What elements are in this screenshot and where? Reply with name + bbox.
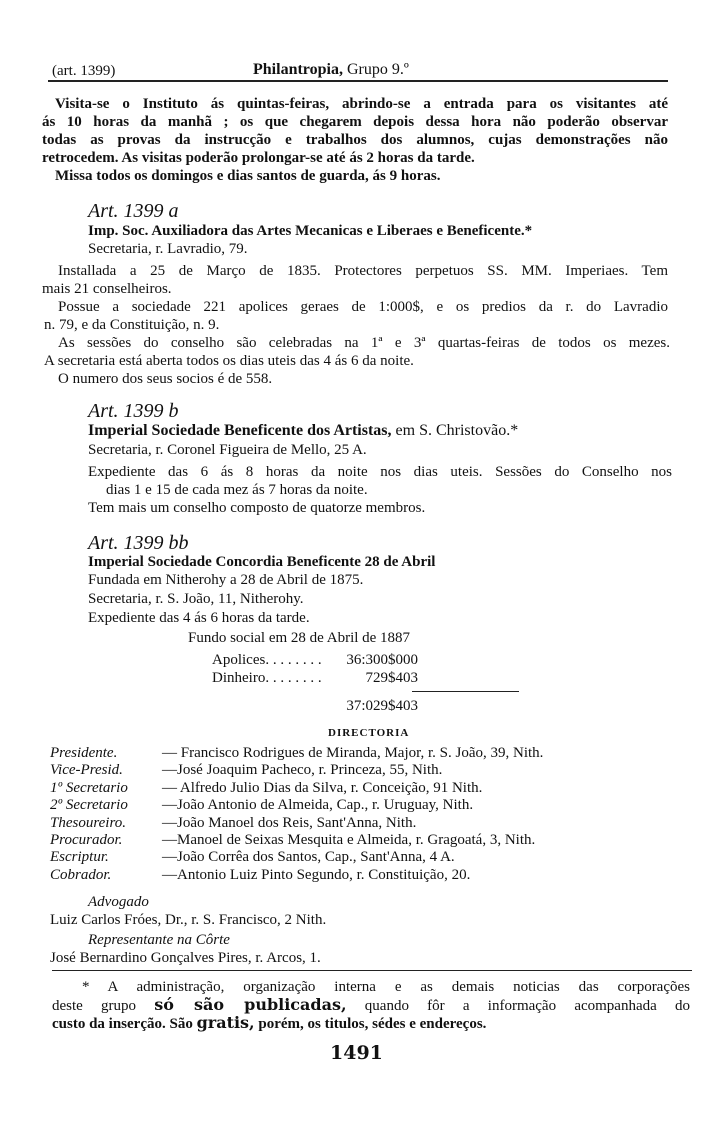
advogado-label: Advogado	[88, 894, 149, 910]
article-title: Imperial Sociedade Concordia Beneficente 28 de Abril	[88, 554, 436, 570]
fund-label: Apolices. . . . . . . .	[212, 652, 322, 668]
header-article-ref: (art. 1399)	[52, 63, 116, 79]
article-secretaria: Secretaria, r. Lavradio, 79.	[88, 241, 248, 257]
article-line: As sessões do conselho são celebradas na 1ª e 3ª quartas-feiras de todos os mezes.	[58, 335, 670, 351]
article-line: mais 21 conselheiros.	[42, 281, 172, 297]
article-line: Expediente das 4 ás 6 horas da tarde.	[88, 610, 310, 626]
role-person: —Antonio Luiz Pinto Segundo, r. Constituição, 20.	[162, 866, 471, 883]
article-line: Fundada em Nitherohy a 28 de Abril de 1875.	[88, 572, 364, 588]
article-line: dias 1 e 15 de cada mez ás 7 horas da noite.	[106, 482, 368, 498]
fund-value-text: 36:300$000	[346, 652, 418, 668]
article-line: A secretaria está aberta todos os dias uteis das 4 ás 6 da noite.	[44, 353, 414, 369]
article-line: O numero dos seus socios é de 558.	[58, 371, 273, 387]
footnote-line	[52, 996, 690, 1015]
article-title-rest: em S. Christovão.*	[395, 422, 519, 439]
role-label: 1º Secretario	[50, 779, 128, 796]
header-rule	[48, 80, 668, 82]
header-group: Grupo 9.º	[346, 61, 409, 78]
role-label: Thesoureiro.	[50, 814, 126, 831]
directoria-row	[50, 867, 543, 884]
footnote-text: deste grupo	[52, 998, 137, 1014]
article-line: n. 79, e da Constituição, n. 9.	[44, 317, 220, 333]
role-person: —João Corrêa dos Santos, Cap., Sant'Anna, 4 A.	[162, 849, 455, 866]
article-line: Possue a sociedade 221 apolices geraes de 1:000$, e os predios da r. do Lavradio	[58, 299, 668, 315]
intro-line: retrocedem. As visitas poderão prolongar-se até ás 2 horas da tarde.	[42, 150, 475, 166]
article-secretaria: Secretaria, r. Coronel Figueira de Mello, 25 A.	[88, 442, 367, 458]
footnote-emphasis: gratis,	[196, 1013, 255, 1032]
directoria-row	[50, 762, 543, 779]
directoria-row	[50, 849, 543, 866]
role-person: — Francisco Rodrigues de Miranda, Major, r. S. João, 39, Nith.	[162, 745, 544, 761]
role-label: 2º Secretario	[50, 797, 128, 814]
article-heading: Art. 1399 b	[88, 400, 179, 422]
fund-label: Dinheiro. . . . . . . .	[212, 670, 322, 686]
role-label: Presidente.	[50, 745, 118, 761]
advogado-name: Luiz Carlos Fróes, Dr., r. S. Francisco, 2 Nith.	[50, 912, 327, 928]
intro-line: todas as provas da instrucção e trabalhos dos alumnos, cujas demonstrações não	[42, 132, 668, 148]
article-title-bold: Imperial Sociedade Beneficente dos Artistas,	[88, 422, 392, 439]
role-person: — Alfredo Julio Dias da Silva, r. Conceição, 91 Nith.	[162, 779, 483, 796]
footnote-line: * A administração, organização interna e as demais noticias das corporações	[82, 979, 690, 995]
fund-total-text: 37:029$403	[346, 698, 418, 714]
article-line: Installada a 25 de Março de 1835. Protectores perpetuos SS. MM. Imperiaes. Tem	[58, 263, 668, 279]
article-line: Secretaria, r. S. João, 11, Nitherohy.	[88, 591, 304, 607]
intro-line: Missa todos os domingos e dias santos de guarda, ás 9 horas.	[55, 168, 441, 184]
running-header	[253, 61, 409, 79]
role-label: Vice-Presid.	[50, 762, 123, 779]
article-heading: Art. 1399 bb	[88, 532, 189, 554]
footnote-text: porém, os titulos, sédes e endereços.	[258, 1016, 487, 1032]
footnote-text: quando fôr a informação acompanhada do	[364, 998, 691, 1014]
role-person: —João Antonio de Almeida, Cap., r. Uruguay, Nith.	[162, 797, 474, 814]
intro-line: ás 10 horas da manhã ; os que chegarem depois dessa hora não poderão observar	[42, 114, 668, 130]
directoria-row	[50, 797, 543, 814]
role-person: —Manoel de Seixas Mesquita e Almeida, r. Gragoatá, 3, Nith.	[162, 832, 536, 849]
footnote-line	[52, 1014, 486, 1033]
role-label: Escriptur.	[50, 849, 109, 866]
fund-value-text: 729$403	[365, 670, 418, 686]
page-number: 1491	[330, 1042, 383, 1064]
article-title	[88, 422, 518, 440]
article-title: Imp. Soc. Auxiliadora das Artes Mecanicas e Liberaes e Beneficente.*	[88, 223, 533, 239]
article-line: Expediente das 6 ás 8 horas da noite nos dias uteis. Sessões do Conselho nos	[88, 464, 672, 480]
role-label: Procurador.	[50, 832, 123, 849]
representante-name: José Bernardino Gonçalves Pires, r. Arcos, 1.	[50, 950, 321, 966]
header-title: Philantropia,	[253, 61, 343, 78]
role-label: Cobrador.	[50, 866, 112, 883]
directoria-heading: DIRECTORIA	[328, 727, 410, 739]
article-line: Tem mais um conselho composto de quatorze membros.	[88, 500, 426, 516]
directoria-list	[50, 745, 543, 884]
intro-line: Visita-se o Instituto ás quintas-feiras, abrindo-se a entrada para os visitantes até	[55, 96, 668, 112]
directoria-row	[50, 780, 543, 797]
directoria-row	[50, 832, 543, 849]
directoria-row	[50, 745, 543, 762]
role-person: —José Joaquim Pacheco, r. Princeza, 55, Nith.	[162, 762, 443, 779]
footnote-text: custo da inserção. São	[52, 1016, 193, 1032]
footnote-emphasis: só são publicadas,	[154, 995, 347, 1014]
role-person: —João Manoel dos Reis, Sant'Anna, Nith.	[162, 814, 417, 831]
sum-rule	[412, 691, 519, 692]
article-heading: Art. 1399 a	[88, 200, 179, 222]
directoria-row	[50, 815, 543, 832]
representante-label: Representante na Côrte	[88, 932, 230, 948]
fund-title: Fundo social em 28 de Abril de 1887	[188, 630, 411, 646]
footnote-rule	[52, 970, 692, 971]
